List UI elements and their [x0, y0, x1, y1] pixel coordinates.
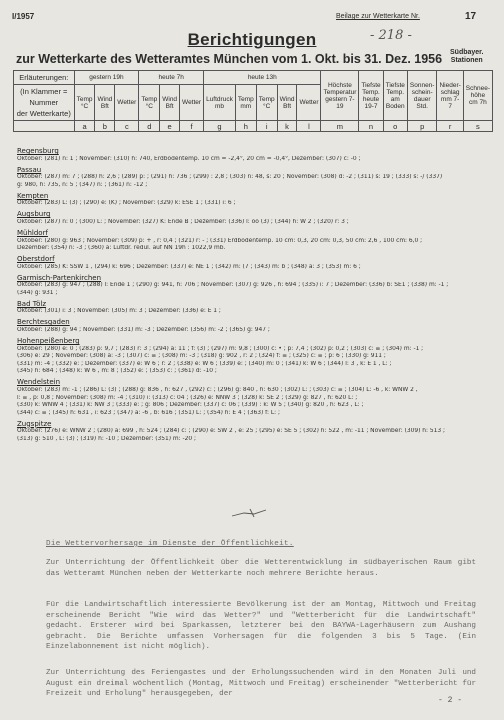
legend-letter: d	[139, 121, 160, 132]
correction-line: Dezember: (354) n: -3 ; (360) a: Luftdr. redul. auf NN 19h : 1022,9 mb.	[17, 245, 226, 252]
correction-line: Oktober: (287) n: 0 ; (300) L: ; November: (327) K: Ende B ; Dezember: (336) l: oo (3) ; (344) h: W 2 ; (320) r: 3 ;	[17, 218, 349, 225]
document-subtitle: zur Wetterkarte des Wetteramtes München vom 1. Okt. bis 31. Dez. 1956	[16, 52, 443, 66]
legend-ground-temp: Tiefste Temp. am Boden	[383, 71, 407, 121]
station-entry	[17, 230, 495, 253]
station-name: Passau	[17, 165, 42, 174]
notice-paragraph-1: Zur Unterrichtung der Öffentlichkeit über die Wetterentwicklung im südbayerischen Raum gibt das Wetteramt München neben der Wetterkarte noch mehrere Berichte heraus.	[46, 559, 476, 578]
correction-line: (331) m: -4 ; (332) e: ; Dezember: (337) e: W 6 ; r: 2 ; (338) e: W 6 ; (339) e: ; (340) m: 0 ; (341) k: W 6 ; (344) l: 3 , k: E 1 , L: ;	[17, 360, 392, 367]
legend-letter: g	[204, 121, 236, 132]
notice-paragraph-3: Zur Unterrichtung des Feriengastes und der Erholungssuchenden wird in den Monaten Juli und August ein dreimal wöchentlich (Montag, Mittwoch und Freitag) erscheinender "Wetterbericht für Freizeit und Erholung" herausgegeben, der	[46, 669, 476, 698]
legend-max-temp: Höchste Temperatur gestern 7-19	[321, 71, 359, 121]
station-name: Augsburg	[17, 210, 51, 219]
correction-line: Oktober: (283) L: (3) ; (290) e: (K) ; November: (329) k: ESE 1 ; (331) i: 6 ;	[17, 200, 236, 207]
correction-line: Oktober: (276) e: WNW 2 ; (280) a: 699 , h: 524 ; (284) c: ; (290) e: SW 2 , e: 25 ; (295) e: SE 5 ; (302) h: 522 , m: -11 ; November: (309) h: 513 ;	[17, 428, 445, 435]
correction-line: Oktober: (283) m: -1 ; (286) L: (3) ; (288) g: 836 , h: 627 , (292) c: ; (296) g: 840 , h: 630 ; (302) L: ; (303) c: ≡ ; (304) L: -6 , k: WNW 2 ,	[17, 386, 418, 393]
legend-group-today-7: heute 7h	[139, 71, 204, 85]
legend-note: (In Klammer = Nummer der Wetterkarte)	[14, 85, 75, 121]
correction-line: (306) e: 29 ; November: (308) a: -3 ; (307) c: ≡ ; (308) m: -3 ; (318) g: 902 , r: 2 ; (324) f: ≡ ; (325) c: ≡ ; p: 6 ; (330) g: 911 ;	[17, 353, 386, 360]
legend-min-temp: Tiefste Temp. heute 19-7	[359, 71, 383, 121]
station-entry	[17, 193, 495, 208]
station-name: Berchtesgaden	[17, 318, 70, 327]
legend-letter: r	[437, 121, 463, 132]
legend-group-today-13: heute 13h	[204, 71, 321, 85]
station-name: Bad Tölz	[17, 299, 47, 308]
correction-line: l: ≡ , p: 0,8 ; November: (308) m: -4 ; (310) i: (313) c: 04 ; (326) e: NNW 3 ; (328) k: SE 2 ; (329) g: 827 , h: 620 L: ;	[17, 394, 358, 401]
correction-line: (345) h: 684 ; (348) k: W 6 , m: 8 ; (352) e: ; (353) c: ; (361) d: -10 ;	[17, 368, 217, 375]
station-entry	[17, 167, 495, 190]
station-entry	[17, 275, 495, 298]
station-name: Zugspitze	[17, 419, 52, 428]
correction-line: (344) c: ≡ ; (345) h: 631 , i: 623 ; (347) a: -6 , b: 616 ; (351) L: ; (354) h: E 4 ; (363) f: L: ;	[17, 409, 280, 416]
legend-letter: a	[74, 121, 95, 132]
legend-letter: h	[235, 121, 256, 132]
correction-line: Oktober: (283) g: 947 ; (288) l: Ende 1 ; (290) g: 941, h: 706 ; November: (307) g: 926 , h: 694 ; (335) i: 7 ; Dezember: (336) b: SE1 ; (338) m: -1 ;	[17, 282, 449, 289]
legend-letter: e	[160, 121, 180, 132]
correction-line: Oktober: (281) n: 1 ; November: (310) h: 740, Erdbodentemp. 10 cm = -2,4°, 20 cm = -0,4°, Dezember: (307) c: -0 ;	[17, 155, 361, 162]
station-name: Mühldorf	[17, 228, 48, 237]
legend-letter: n	[359, 121, 383, 132]
document-title: Berichtigungen	[187, 30, 317, 49]
page-footer-number: - 2 -	[438, 696, 463, 705]
correction-line: Oktober: (285) K: SSW 1 , (294) k: 696 ; Dezember: (337) e: NE 1 ; (342) m: (7 ; (343) m: b ; (348) a: 3 ; (353) m: 6 ;	[17, 263, 361, 270]
correction-line: (330) k: WNW 4 ; (331) k: NW 3 ; (333) e: ; g: 806 ; Dezember: (337) c: 06 ; (339) : k: W 5 ; (340) g: 820 , h: 623 , L: ;	[17, 402, 364, 409]
correction-line: Oktober: (288) g: 94 ; November: (331) m: -3 ; Dezember: (356) m: -2 ; (365) g: 947 ;	[17, 327, 270, 333]
station-entry	[17, 256, 495, 271]
correction-line: Oktober: (287) m: 7 ; (288) h: 2,6 ; (289) p: ; (291) h: 736 ; (299) : 2,8 ; (303) n: 48, s: 20 ; November: (308) d: -2 ; (311) s: 19 ; (333) s: -/ (337)	[17, 174, 443, 181]
correction-line: (344) g: 931 ;	[17, 289, 58, 296]
legend-letter: o	[383, 121, 407, 132]
station-entry	[17, 421, 495, 444]
legend-snow: Schnee-höhe cm 7h	[463, 71, 492, 121]
station-entry	[17, 211, 495, 226]
legend-table: Erläuterungen: gestern 19h heute 7h heute 13h Höchste Temperatur gestern 7-19 Tiefste Temp. heute 19-7 Tiefste Temp. am Boden Sonnen-schein-dauer Std. Nieder-schlag mm 7-7 Schnee-höhe cm 7h (In Klammer = Nummer der Wetterkarte) Temp °C Wind Bft Wetter Temp °C Wind Bft Wetter Luftdruck mb Temp mm Temp °C Wind Bft Wetter a b c d e f g h i k l m n o p r s	[13, 70, 493, 132]
legend-group-yesterday: gestern 19h	[74, 71, 139, 85]
station-name: Oberstdorf	[17, 255, 55, 264]
legend-letter: b	[95, 121, 115, 132]
station-entry	[17, 301, 495, 316]
station-entry	[17, 379, 495, 417]
correction-line: Oktober: (280) e: 0 ; (283) p: 9,7 ; (283) r: 3 ; (294) a: 11 ; f: (3) ; (297) m: 9,8 ; (300) c: • ; p: 7,4 ; (302) p: 0,2 ; (303) c: ≡ ; (304) m: -1 ;	[17, 345, 424, 352]
station-entry	[17, 338, 495, 376]
station-entry	[17, 319, 495, 334]
correction-line: g: 980, h: 735, n: 5 ; (347) n: ; (361) n: -12 ;	[17, 181, 148, 188]
issue-number: I/1957	[12, 12, 35, 21]
legend-letter-blank	[14, 121, 75, 132]
notice-title: Die Wettervorhersage im Dienste der Öffentlichkeit.	[46, 540, 294, 548]
stations-label: Südbayer. Stationen	[450, 49, 484, 64]
legend-letter: c	[115, 121, 139, 132]
supplement-label: Beilage zur Wetterkarte Nr.	[336, 13, 420, 20]
legend-letter: l	[297, 121, 321, 132]
supplement-number: 17	[465, 11, 477, 22]
legend-sunshine: Sonnen-schein-dauer Std.	[407, 71, 437, 121]
station-name: Wendelstein	[17, 378, 61, 387]
legend-letter: k	[277, 121, 297, 132]
station-entry	[17, 148, 495, 163]
handwritten-page-number: - 218 -	[370, 28, 412, 43]
station-name: Garmisch-Partenkirchen	[17, 273, 102, 282]
legend-letter: p	[407, 121, 437, 132]
station-name: Kempten	[17, 191, 49, 200]
correction-line: (313) g: 510 , L: (3) ; (319) h: -10 ; Dezember: (351) m: -20 ;	[17, 435, 196, 442]
legend-label: Erläuterungen:	[14, 71, 75, 85]
station-name: Hohenpeißenberg	[17, 336, 80, 345]
legend-letter: i	[256, 121, 277, 132]
correction-line: Oktober: (280) g: 963 ; November: (309) p: + , r: 0,4 ; (321) r: - ; (331) Erdbodentemp. 10 cm: 0,3, 20 cm: 0,3, 50 cm: 2,6 , 100 cm: 6,0 ;	[17, 237, 423, 244]
notice-paragraph-2: Für die Landwirtschaftlich interessierte Bevölkerung ist der am Montag, Mittwoch und Freitag erscheinende Bericht "Wie wird das Wetter?" und "Wetterbericht für die Landwirtschaft" gedacht. Ersterer wird bei Sparkassen, letzterer bei den BAYWA-Lagerhäusern zum Aushang gebracht. Die Berichte umfassen Vorhersagen für die folgenden 3 bis 5 Tage. (Ein Einzelabonnement ist nicht möglich).	[46, 601, 476, 651]
station-name: Regensburg	[17, 147, 59, 155]
legend-letter: s	[463, 121, 492, 132]
legend-precip: Nieder-schlag mm 7-7	[437, 71, 463, 121]
handwritten-mark	[230, 507, 274, 519]
correction-line: Oktober: (301) i: 3 ; November: (305) m: 3 ; Dezember: (336) e: E 1 ;	[17, 308, 221, 315]
legend-letter-row	[14, 121, 493, 132]
corrections-list	[17, 148, 495, 447]
legend-letter: f	[180, 121, 204, 132]
legend-letter: m	[321, 121, 359, 132]
